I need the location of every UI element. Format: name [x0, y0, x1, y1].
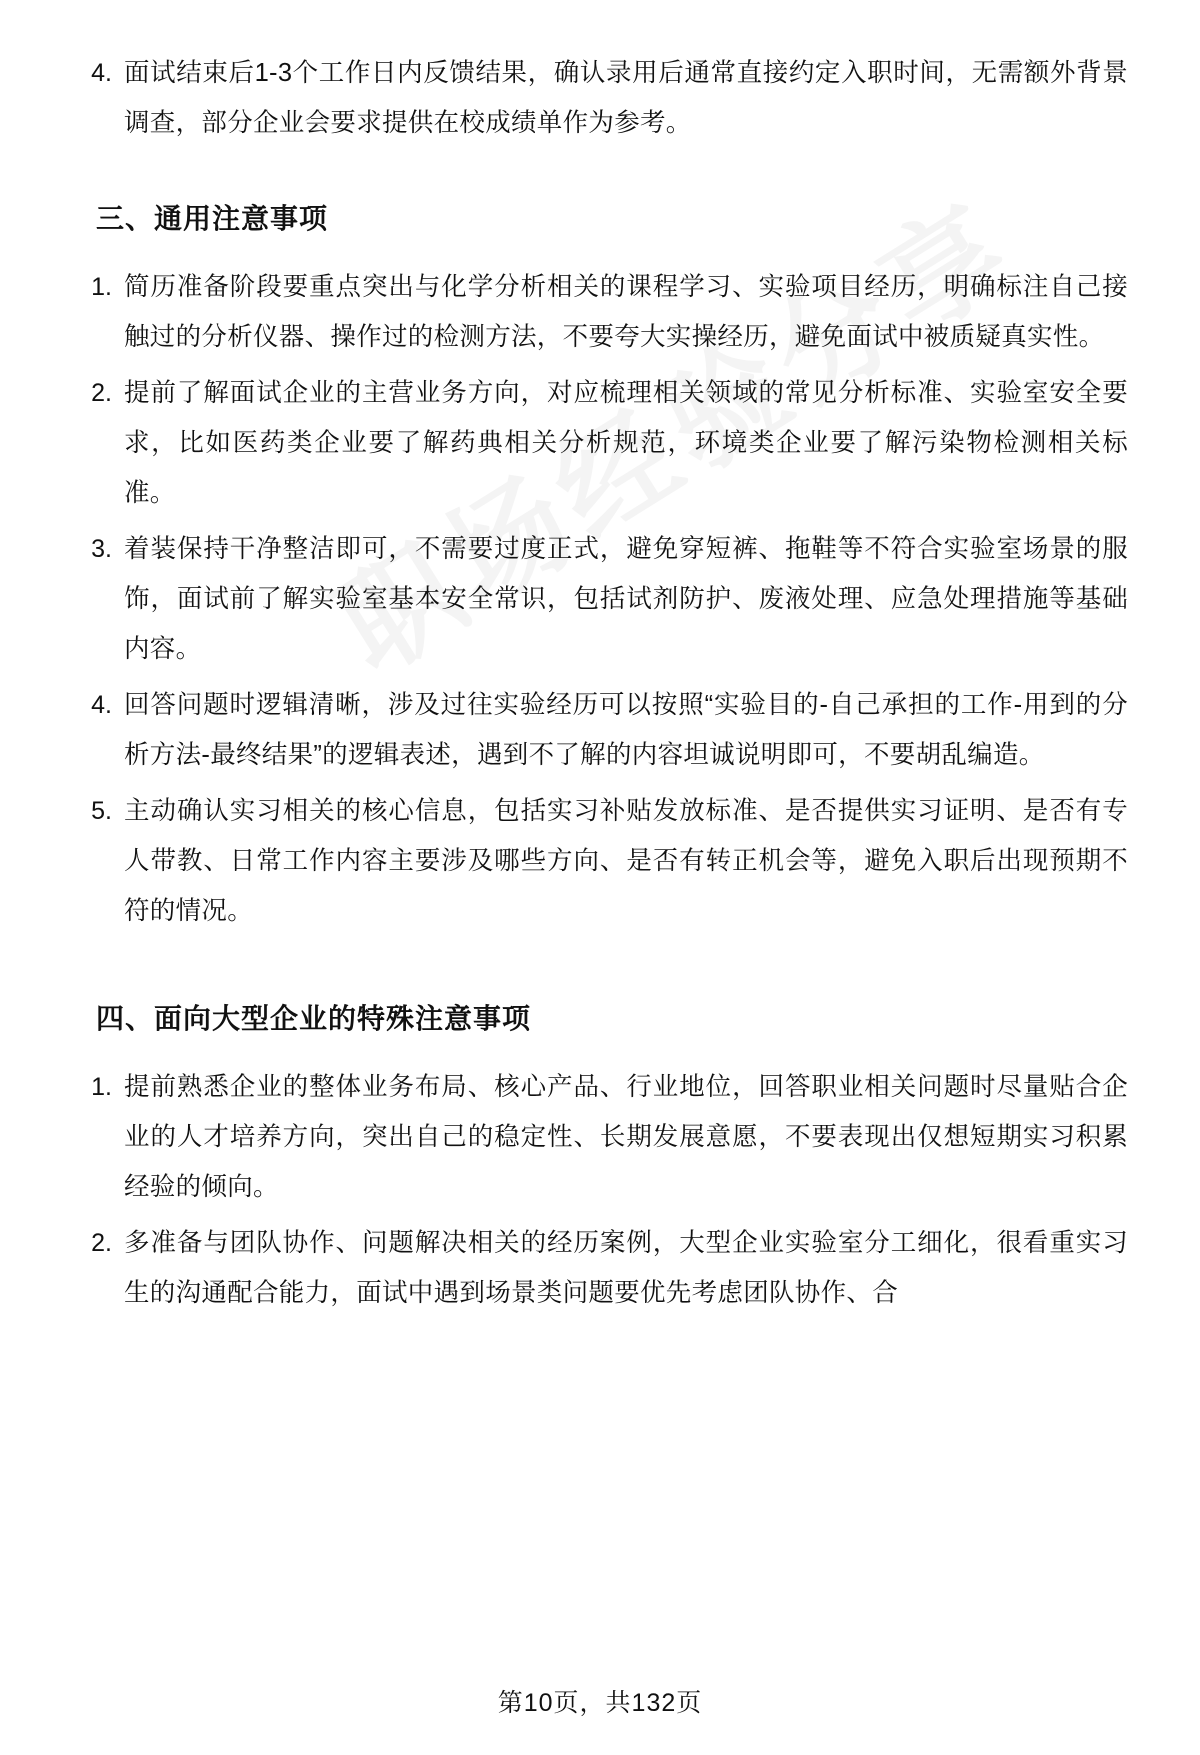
page-content	[78, 48, 1128, 1318]
spacer	[78, 154, 1128, 168]
list-item-number: 4.	[91, 691, 112, 719]
section-heading-4: 四、面向大型企业的特殊注意事项	[96, 1003, 532, 1034]
list-item-text: 简历准备阶段要重点突出与化学分析相关的课程学习、实验项目经历，明确标注自己接触过的分析仪器、操作过的检测方法，不要夸大实操经历，避免面试中被质疑真实性。	[124, 273, 1128, 351]
list-item-number: 1.	[91, 1073, 112, 1101]
list-item	[78, 786, 1128, 936]
list-item-number: 2.	[91, 379, 112, 407]
list-item	[78, 1062, 1128, 1212]
list-item-number: 3.	[91, 535, 112, 563]
list-item-number: 2.	[91, 1229, 112, 1257]
list-item	[78, 1218, 1128, 1318]
list-item-text: 提前了解面试企业的主营业务方向，对应梳理相关领域的常见分析标准、实验室安全要求，比如医药类企业要了解药典相关分析规范，环境类企业要了解污染物检测相关标准。	[124, 379, 1128, 507]
section-heading-3: 三、通用注意事项	[96, 203, 329, 234]
list-item-number: 4.	[91, 59, 112, 87]
list-item	[78, 48, 1128, 148]
section-3-list	[78, 262, 1128, 936]
spacer	[78, 942, 1128, 968]
list-item-number: 5.	[91, 797, 112, 825]
list-item-text: 主动确认实习相关的核心信息，包括实习补贴发放标准、是否提供实习证明、是否有专人带教、日常工作内容主要涉及哪些方向、是否有转正机会等，避免入职后出现预期不符的情况。	[124, 797, 1128, 925]
list-item	[78, 524, 1128, 674]
list-item-number: 1.	[91, 273, 112, 301]
list-item-text: 回答问题时逻辑清晰，涉及过往实验经历可以按照“实验目的-自己承担的工作-用到的分析方法-最终结果”的逻辑表述，遇到不了解的内容坦诚说明即可，不要胡乱编造。	[124, 691, 1128, 769]
list-item-text: 着装保持干净整洁即可，不需要过度正式，避免穿短裤、拖鞋等不符合实验室场景的服饰，面试前了解实验室基本安全常识，包括试剂防护、废液处理、应急处理措施等基础内容。	[124, 535, 1128, 663]
list-item-text: 提前熟悉企业的整体业务布局、核心产品、行业地位，回答职业相关问题时尽量贴合企业的人才培养方向，突出自己的稳定性、长期发展意愿，不要表现出仅想短期实习积累经验的倾向。	[124, 1073, 1128, 1201]
page-footer: 第10页，共132页	[497, 1689, 703, 1717]
list-item	[78, 680, 1128, 780]
section-4-list	[78, 1062, 1128, 1318]
list-item	[78, 368, 1128, 518]
list-item-text: 多准备与团队协作、问题解决相关的经历案例，大型企业实验室分工细化，很看重实习生的沟通配合能力，面试中遇到场景类问题要优先考虑团队协作、合	[124, 1229, 1128, 1307]
list-item-text: 面试结束后1-3个工作日内反馈结果，确认录用后通常直接约定入职时间，无需额外背景调查，部分企业会要求提供在校成绩单作为参考。	[124, 59, 1128, 137]
list-item	[78, 262, 1128, 362]
continued-list	[78, 48, 1128, 148]
